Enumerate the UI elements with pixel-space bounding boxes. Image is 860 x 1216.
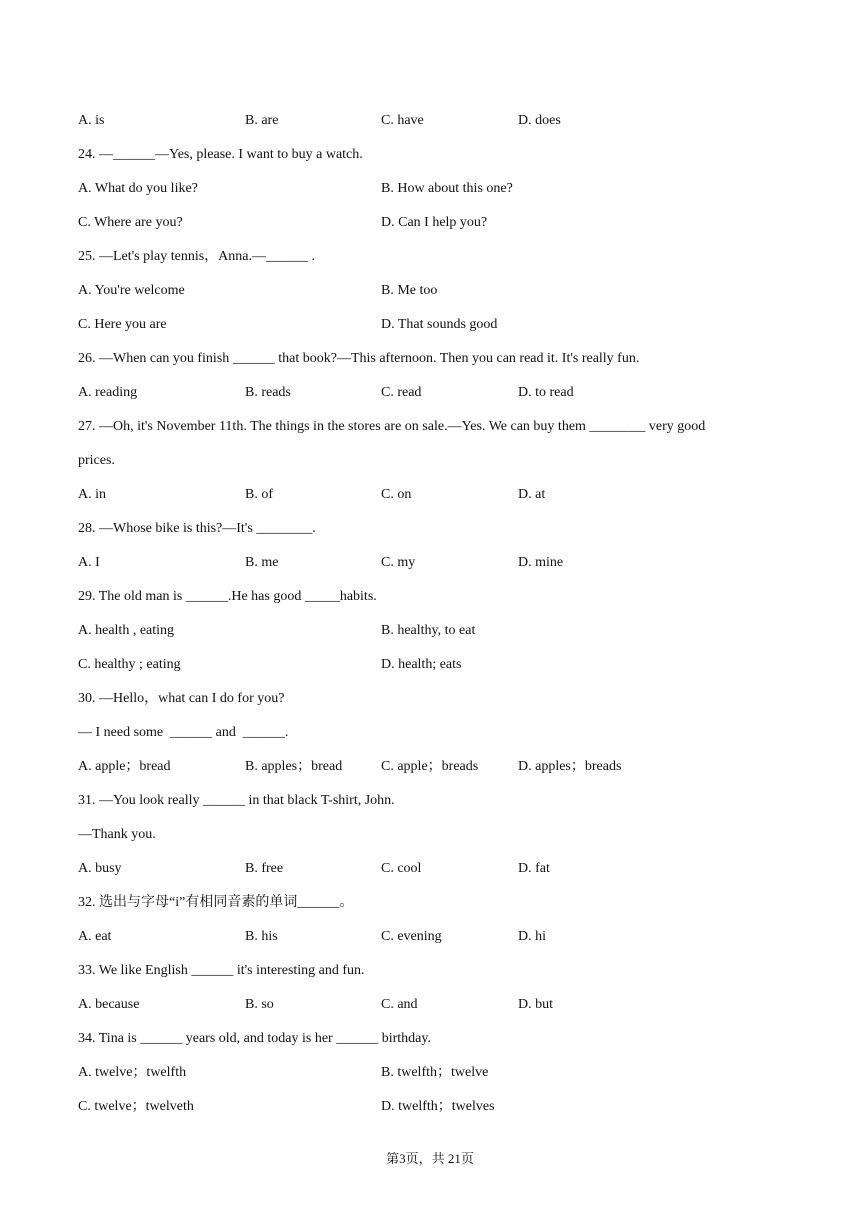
answer-option: D. to read: [518, 385, 574, 400]
options-row: [78, 756, 778, 790]
question-text: 26. —When can you finish ______ that book?—This afternoon. Then you can read it. It's really fun.: [78, 351, 640, 366]
answer-option: D. twelfth；twelves: [381, 1099, 495, 1114]
answer-option: C. apple；breads: [381, 759, 479, 774]
answer-option: C. my: [381, 555, 416, 570]
question-text: 27. —Oh, it's November 11th. The things in the stores are on sale.—Yes. We can buy them ________ very good: [78, 419, 706, 434]
answer-option: B. twelfth；twelve: [381, 1065, 489, 1080]
answer-option: B. How about this one?: [381, 181, 513, 196]
answer-option: A. What do you like?: [78, 181, 198, 196]
page-footer: 第3页，共 21页: [386, 1151, 474, 1166]
answer-option: C. on: [381, 487, 412, 502]
answer-option: C. Here you are: [78, 317, 167, 332]
answer-option: A. apple；bread: [78, 759, 171, 774]
answer-option: B. free: [245, 861, 284, 876]
answer-option: A. eat: [78, 929, 112, 944]
question-text: 33. We like English ______ it's interesting and fun.: [78, 963, 365, 978]
answer-option: A. I: [78, 555, 100, 570]
answer-option: B. healthy, to eat: [381, 623, 476, 638]
question-text: 31. —You look really ______ in that black T-shirt, John.: [78, 793, 395, 808]
options-row: [78, 110, 778, 144]
options-row: [78, 314, 778, 348]
answer-option: B. of: [245, 487, 273, 502]
answer-option: D. apples；breads: [518, 759, 622, 774]
options-row: [78, 654, 778, 688]
answer-option: D. but: [518, 997, 553, 1012]
question-text: — I need some ______ and ______.: [78, 725, 289, 740]
question-text: 29. The old man is ______.He has good _____habits.: [78, 589, 377, 604]
answer-option: C. evening: [381, 929, 442, 944]
answer-option: B. so: [245, 997, 274, 1012]
answer-option: D. at: [518, 487, 546, 502]
answer-option: A. reading: [78, 385, 138, 400]
answer-option: A. is: [78, 113, 105, 128]
options-row: [78, 280, 778, 314]
answer-option: A. health , eating: [78, 623, 175, 638]
question-text: prices.: [78, 453, 115, 468]
answer-option: B. me: [245, 555, 279, 570]
answer-option: B. apples；bread: [245, 759, 343, 774]
options-row: [78, 994, 778, 1028]
answer-option: B. are: [245, 113, 279, 128]
answer-option: C. Where are you?: [78, 215, 183, 230]
answer-option: A. You're welcome: [78, 283, 185, 298]
question-text: 25. —Let's play tennis，Anna.—______ .: [78, 249, 315, 264]
options-row: [78, 1062, 778, 1096]
answer-option: A. busy: [78, 861, 122, 876]
options-row: [78, 620, 778, 654]
options-row: [78, 484, 778, 518]
options-row: [78, 178, 778, 212]
answer-option: D. does: [518, 113, 561, 128]
answer-option: A. twelve；twelfth: [78, 1065, 187, 1080]
question-text: —Thank you.: [78, 827, 156, 842]
answer-option: A. because: [78, 997, 140, 1012]
options-row: [78, 552, 778, 586]
answer-option: D. Can I help you?: [381, 215, 488, 230]
answer-option: D. fat: [518, 861, 550, 876]
answer-option: C. twelve；twelveth: [78, 1099, 194, 1114]
answer-option: B. his: [245, 929, 278, 944]
answer-option: B. Me too: [381, 283, 438, 298]
answer-option: D. health; eats: [381, 657, 462, 672]
answer-option: C. and: [381, 997, 418, 1012]
answer-option: C. cool: [381, 861, 422, 876]
question-text: 24. —______—Yes, please. I want to buy a watch.: [78, 147, 363, 162]
options-row: [78, 382, 778, 416]
answer-option: C. read: [381, 385, 422, 400]
options-row: [78, 212, 778, 246]
question-text: 28. —Whose bike is this?—It's ________.: [78, 521, 316, 536]
options-row: [78, 926, 778, 960]
answer-option: C. have: [381, 113, 424, 128]
answer-option: D. That sounds good: [381, 317, 498, 332]
question-text: 30. —Hello，what can I do for you?: [78, 691, 285, 706]
options-row: [78, 1096, 778, 1130]
question-text: 34. Tina is ______ years old, and today is her ______ birthday.: [78, 1031, 431, 1046]
question-list: [78, 110, 778, 1130]
answer-option: A. in: [78, 487, 106, 502]
answer-option: C. healthy ; eating: [78, 657, 181, 672]
answer-option: D. hi: [518, 929, 546, 944]
answer-option: B. reads: [245, 385, 291, 400]
question-text: 32. 选出与字母“i”有相同音素的单词______。: [78, 895, 354, 910]
options-row: [78, 858, 778, 892]
answer-option: D. mine: [518, 555, 564, 570]
